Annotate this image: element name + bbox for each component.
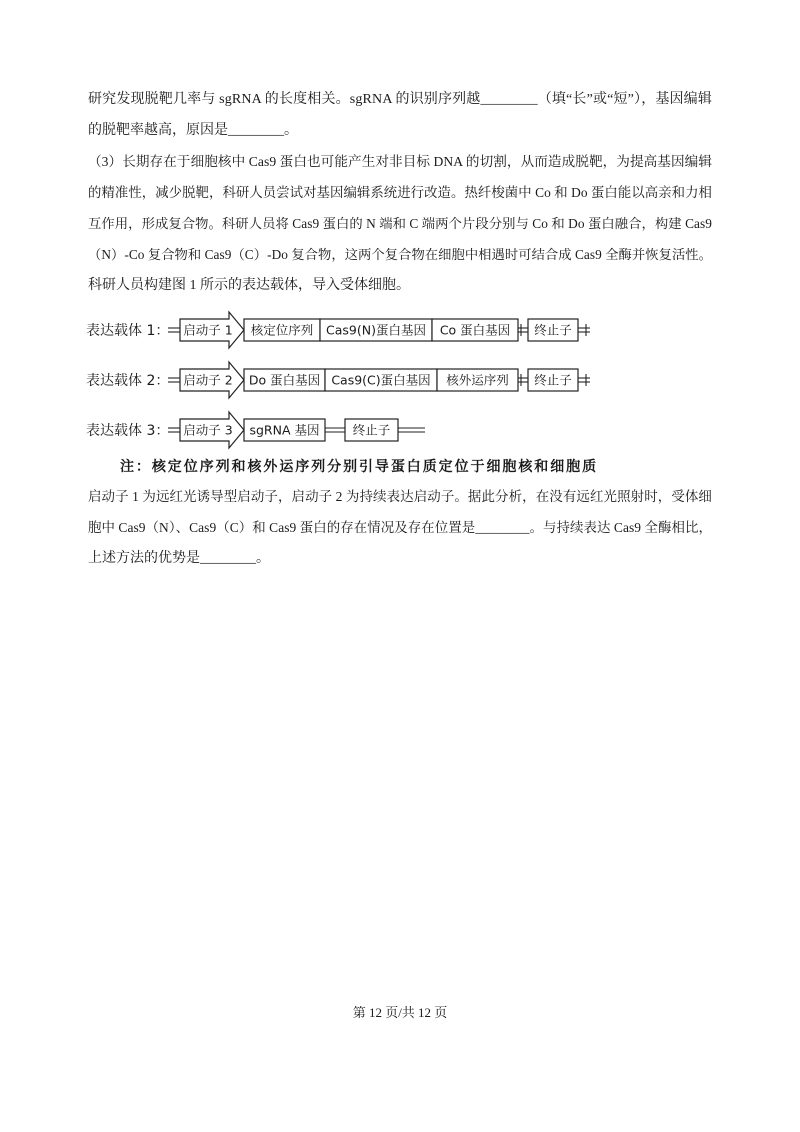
vector-1-end-connector xyxy=(578,324,590,336)
vector-3-label: 表达载体 3： xyxy=(86,423,170,439)
passage-line-2-text: 的脱靶率越高，原因是________。 xyxy=(88,123,298,138)
vector-3-promoter-label: 启动子 3 xyxy=(183,422,233,438)
vector-1-gene-label-3: Co 蛋白基因 xyxy=(439,322,511,338)
page-footer xyxy=(0,1003,800,1023)
vector-3-terminator-label: 终止子 xyxy=(352,422,391,438)
passage-line-5-text: 互作用，形成复合物。科研人员将 Cas9 蛋白的 N 端和 C 端两个片段分别与 Co 和 Do 蛋白融合，构建 Cas9 xyxy=(88,216,712,231)
question-line-2-text: 胞中 Cas9（N）、Cas9（C）和 Cas9 蛋白的存在情况及存在位置是________。与持续表达 Cas9 全酶相比， xyxy=(88,520,712,535)
vector-2 xyxy=(86,362,590,398)
vector-3-end-connector xyxy=(398,428,425,432)
vector-1 xyxy=(86,312,590,348)
question-line-1-text: 启动子 1 为远红光诱导型启动子，启动子 2 为持续表达启动子。据此分析，在没有远红光照射时，受体细 xyxy=(88,489,712,504)
question-line-2 xyxy=(88,518,712,538)
vector-1-gene-label-1: 核定位序列 xyxy=(250,322,314,338)
figure-note xyxy=(120,457,598,477)
vector-3-start-connector xyxy=(168,428,180,432)
vector-1-promoter-label: 启动子 1 xyxy=(183,322,233,338)
vector-2-gene-label-2: Cas9(C)蛋白基因 xyxy=(331,372,431,388)
figure-note-text: 注：核定位序列和核外运序列分别引导蛋白质定位于细胞核和细胞质 xyxy=(120,459,598,475)
page-number: 第 12 页/共 12 页 xyxy=(352,1005,448,1020)
vector-1-mid-connector xyxy=(518,324,528,336)
question-line-1 xyxy=(88,487,712,507)
passage-line-2 xyxy=(88,121,298,141)
vector-3-mid-connector xyxy=(325,428,345,432)
passage-line-5 xyxy=(88,214,712,234)
expression-vector-figure xyxy=(0,300,800,452)
vector-2-gene-label-1: Do 蛋白基因 xyxy=(248,372,321,388)
vector-1-label: 表达载体 1： xyxy=(86,323,170,339)
passage-line-4 xyxy=(88,183,712,203)
vector-1-gene-label-2: Cas9(N)蛋白基因 xyxy=(326,322,426,338)
vector-2-label: 表达载体 2： xyxy=(86,373,170,389)
vector-2-start-connector xyxy=(168,378,180,382)
passage-line-3 xyxy=(88,152,712,172)
passage-line-4-text: 的精准性，减少脱靶，科研人员尝试对基因编辑系统进行改造。热纤梭菌中 Co 和 Do 蛋白能以高亲和力相 xyxy=(88,185,712,200)
question-line-3-text: 上述方法的优势是________。 xyxy=(88,551,270,566)
vector-1-start-connector xyxy=(168,328,180,332)
passage-line-1 xyxy=(88,90,712,110)
passage-line-7-text: 科研人员构建图 1 所示的表达载体，导入受体细胞。 xyxy=(88,278,410,293)
passage-line-1-text: 研究发现脱靶几率与 sgRNA 的长度相关。sgRNA 的识别序列越________（填“长”或“短”），基因编辑 xyxy=(88,92,712,107)
vector-2-end-connector xyxy=(578,374,590,386)
question-line-3 xyxy=(88,549,270,569)
vector-1-terminator-label: 终止子 xyxy=(534,322,572,338)
passage-line-7 xyxy=(88,276,410,296)
vector-2-gene-label-3: 核外运序列 xyxy=(446,372,509,388)
passage-line-3-text: （3）长期存在于细胞核中 Cas9 蛋白也可能产生对非目标 DNA 的切割，从而造成脱靶，为提高基因编辑 xyxy=(88,154,712,169)
vector-2-promoter-label: 启动子 2 xyxy=(183,372,233,388)
vector-3-gene-label-1: sgRNA 基因 xyxy=(249,422,320,438)
vector-2-terminator-label: 终止子 xyxy=(534,372,572,388)
vector-2-mid-connector xyxy=(518,374,528,386)
passage-line-6 xyxy=(88,245,712,265)
passage-line-6-text: （N）-Co 复合物和 Cas9（C）-Do 复合物，这两个复合物在细胞中相遇时可结合成 Cas9 全酶并恢复活性。 xyxy=(88,247,712,262)
vector-3 xyxy=(86,412,425,448)
